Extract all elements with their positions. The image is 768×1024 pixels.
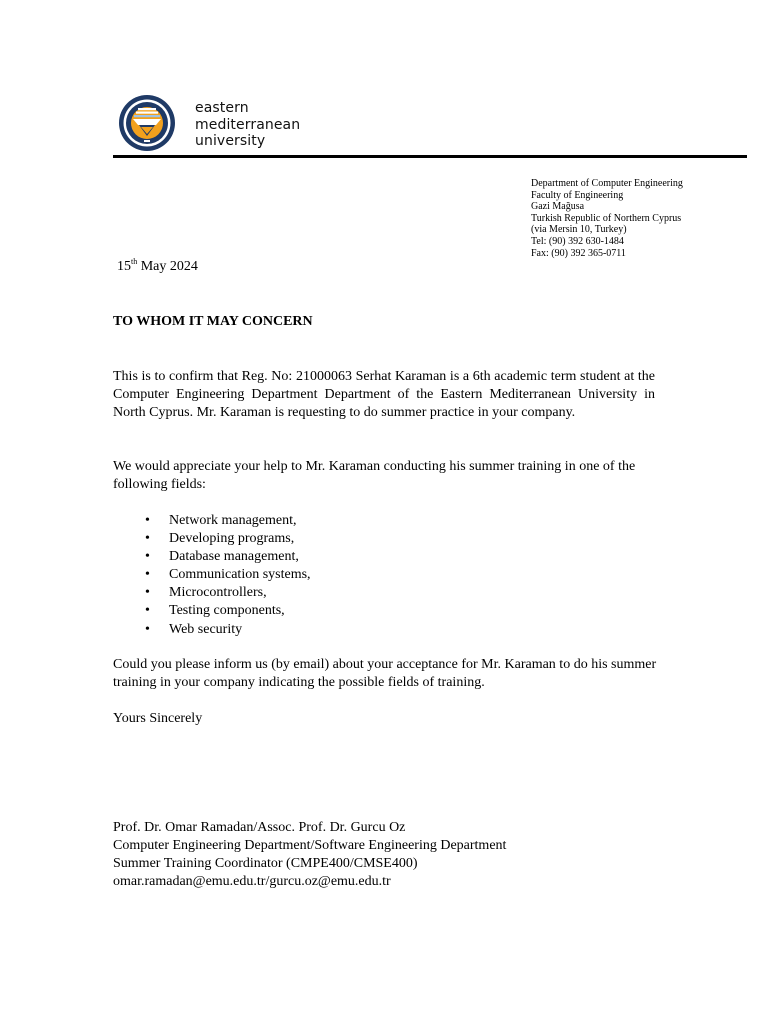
field-label: Microcontrollers, (169, 585, 267, 601)
field-label: Network management, (169, 513, 297, 528)
brand-line: university (195, 133, 266, 149)
closing-line: Yours Sincerely (113, 711, 203, 726)
letter-date (117, 259, 198, 276)
field-label: Web security (169, 621, 243, 637)
letter-salutation-heading: TO WHOM IT MAY CONCERN (113, 314, 313, 329)
signatory-email[interactable]: omar.ramadan@emu.edu.tr/gurcu.oz@emu.edu.tr (113, 874, 391, 889)
training-fields-list (113, 512, 311, 639)
list-item (113, 512, 311, 530)
university-logo-icon (118, 94, 176, 152)
date-day: 15 (117, 259, 131, 274)
address-fax: Fax: (90) 392 365-0711 (531, 247, 626, 259)
list-item (113, 602, 311, 620)
address-department: Department of Computer Engineering (531, 178, 683, 189)
brand-line: eastern (195, 100, 249, 116)
list-item (113, 566, 311, 584)
field-label: Database management, (169, 549, 299, 565)
signatory-names: Prof. Dr. Omar Ramadan/Assoc. Prof. Dr. Gurcu Oz (113, 820, 406, 835)
address-city: Gazi Mağusa (531, 201, 585, 213)
field-label: Communication systems, (169, 567, 311, 583)
bullet-icon: • (145, 621, 150, 637)
address-via: (via Mersin 10, Turkey) (531, 224, 627, 236)
confirmation-paragraph: This is to confirm that Reg. No: 21000063 Serhat Karaman is a 6th academic term student at the Computer Engineering Department Department of the Eastern Mediterranean University in North Cyprus. Mr. Karaman is requesting to do summer practice in your company. (113, 369, 655, 420)
bullet-icon: • (145, 585, 150, 601)
address-faculty: Faculty of Engineering (531, 189, 624, 201)
list-item (113, 584, 311, 602)
date-month-year: May 2024 (137, 259, 198, 274)
date-ordinal-suffix: th (131, 257, 138, 266)
bullet-icon: • (145, 513, 150, 528)
signatory-department: Computer Engineering Department/Software Engineering Department (113, 838, 507, 853)
field-label: Testing components, (169, 603, 285, 619)
sender-address-block (531, 178, 683, 259)
bullet-icon: • (145, 603, 150, 619)
address-country: Turkish Republic of Northern Cyprus (531, 212, 682, 224)
signature-block (113, 819, 506, 891)
brand-line: mediterranean (195, 116, 301, 133)
bullet-icon: • (145, 531, 150, 547)
signatory-role: Summer Training Coordinator (CMPE400/CMSE400) (113, 856, 418, 871)
letterhead-divider (113, 155, 747, 158)
bullet-icon: • (145, 549, 150, 565)
university-wordmark (195, 100, 300, 150)
list-item (113, 548, 311, 566)
address-tel: Tel: (90) 392 630-1484 (531, 235, 624, 247)
acceptance-request-paragraph: Could you please inform us (by email) about your acceptance for Mr. Karaman to do his summer training in your company indicating the possible fields of training. (113, 657, 657, 690)
bullet-icon: • (145, 567, 150, 583)
field-label: Developing programs, (169, 531, 295, 547)
request-paragraph: We would appreciate your help to Mr. Karaman conducting his summer training in one of the following fields: (113, 459, 636, 492)
list-item (113, 530, 311, 548)
list-item (113, 621, 311, 639)
